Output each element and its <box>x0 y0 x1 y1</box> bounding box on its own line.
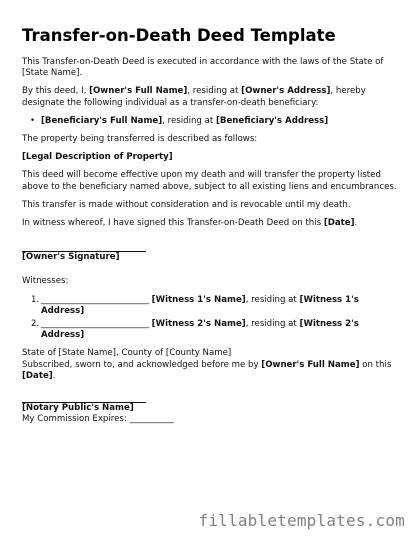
state-county-text: State of [State Name], County of [County Name] <box>22 348 232 359</box>
site-watermark: fillabletemplates.com <box>198 511 405 530</box>
owner-address-placeholder: [Owner's Address] <box>241 86 331 97</box>
beneficiary-address-placeholder: [Beneficiary's Address] <box>216 115 329 126</box>
witness-item <box>22 319 397 341</box>
witness-mid-text: , residing at <box>245 319 300 330</box>
witnesses-label: Witnesses: <box>22 276 69 287</box>
notary-block-footer <box>22 403 397 425</box>
subscribed-date-placeholder: [Date] <box>22 370 53 381</box>
effective-paragraph: This deed will become effective upon my death and will transfer the property listed above to the beneficiary named above, subject to all existing liens and encumbrances. <box>22 170 397 192</box>
signing-text-pre: In witness whereof, I have signed this Transfer-on-Death Deed on this <box>22 218 324 229</box>
deed-text-post: , hereby designate the following individual as a transfer-on-death beneficiary: <box>22 86 366 108</box>
legal-description-text: [Legal Description of Property] <box>22 152 173 163</box>
signing-date-placeholder: [Date] <box>323 218 355 229</box>
witness-signature-blank[interactable]: ___________________________ <box>41 319 149 330</box>
witness-list <box>22 295 397 342</box>
subscribed-text-post: . <box>52 370 56 381</box>
witness-name-placeholder: [Witness 2's Name] <box>151 319 246 330</box>
owner-signature-line[interactable] <box>22 241 146 252</box>
witness-item <box>22 295 397 317</box>
beneficiary-mid-text: , residing at <box>162 115 216 126</box>
notary-name-placeholder: [Notary Public's Name] <box>22 403 134 414</box>
beneficiary-item <box>22 116 397 127</box>
document-title: Transfer-on-Death Deed Template <box>22 26 336 45</box>
owner-name-placeholder: [Owner's Full Name] <box>89 86 188 97</box>
commission-label: My Commission Expires: <box>22 414 130 425</box>
intro-paragraph: This Transfer-on-Death Deed is executed in accordance with the laws of the State of [State Name]. <box>22 57 384 79</box>
deed-text-pre: By this deed, I, <box>22 86 90 97</box>
subscribed-owner-placeholder: [Owner's Full Name] <box>261 359 360 370</box>
designation-paragraph <box>22 86 397 108</box>
signing-paragraph <box>22 218 397 229</box>
witness-number: 2. <box>31 319 40 330</box>
revocable-paragraph: This transfer is made without consideration and is revocable until my death. <box>22 199 351 210</box>
commission-expiry-blank[interactable]: ___________ <box>129 414 174 425</box>
owner-signature-label <box>22 252 397 263</box>
owner-signature-text: [Owner's Signature] <box>22 252 120 263</box>
beneficiary-name-placeholder: [Beneficiary's Full Name] <box>41 115 163 126</box>
witness-signature-blank[interactable]: ___________________________ <box>41 294 149 305</box>
witness-number: 1. <box>31 294 40 305</box>
beneficiary-list <box>22 116 397 127</box>
signing-text-post: . <box>354 218 358 229</box>
legal-description-placeholder <box>22 152 397 163</box>
subscribed-text-pre: Subscribed, sworn to, and acknowledged before me by <box>22 359 262 370</box>
witness-name-placeholder: [Witness 1's Name] <box>151 294 246 305</box>
deed-document <box>22 26 397 432</box>
witness-mid-text: , residing at <box>245 294 300 305</box>
witness-address-placeholder: [Witness 2's Address] <box>41 319 359 341</box>
notary-signature-line[interactable] <box>22 392 146 403</box>
deed-text-mid: , residing at <box>187 86 242 97</box>
witness-address-placeholder: [Witness 1's Address] <box>41 294 359 316</box>
subscribed-text-mid: on this <box>359 359 392 370</box>
property-intro: The property being transferred is described as follows: <box>22 134 258 145</box>
notary-block <box>22 348 397 382</box>
